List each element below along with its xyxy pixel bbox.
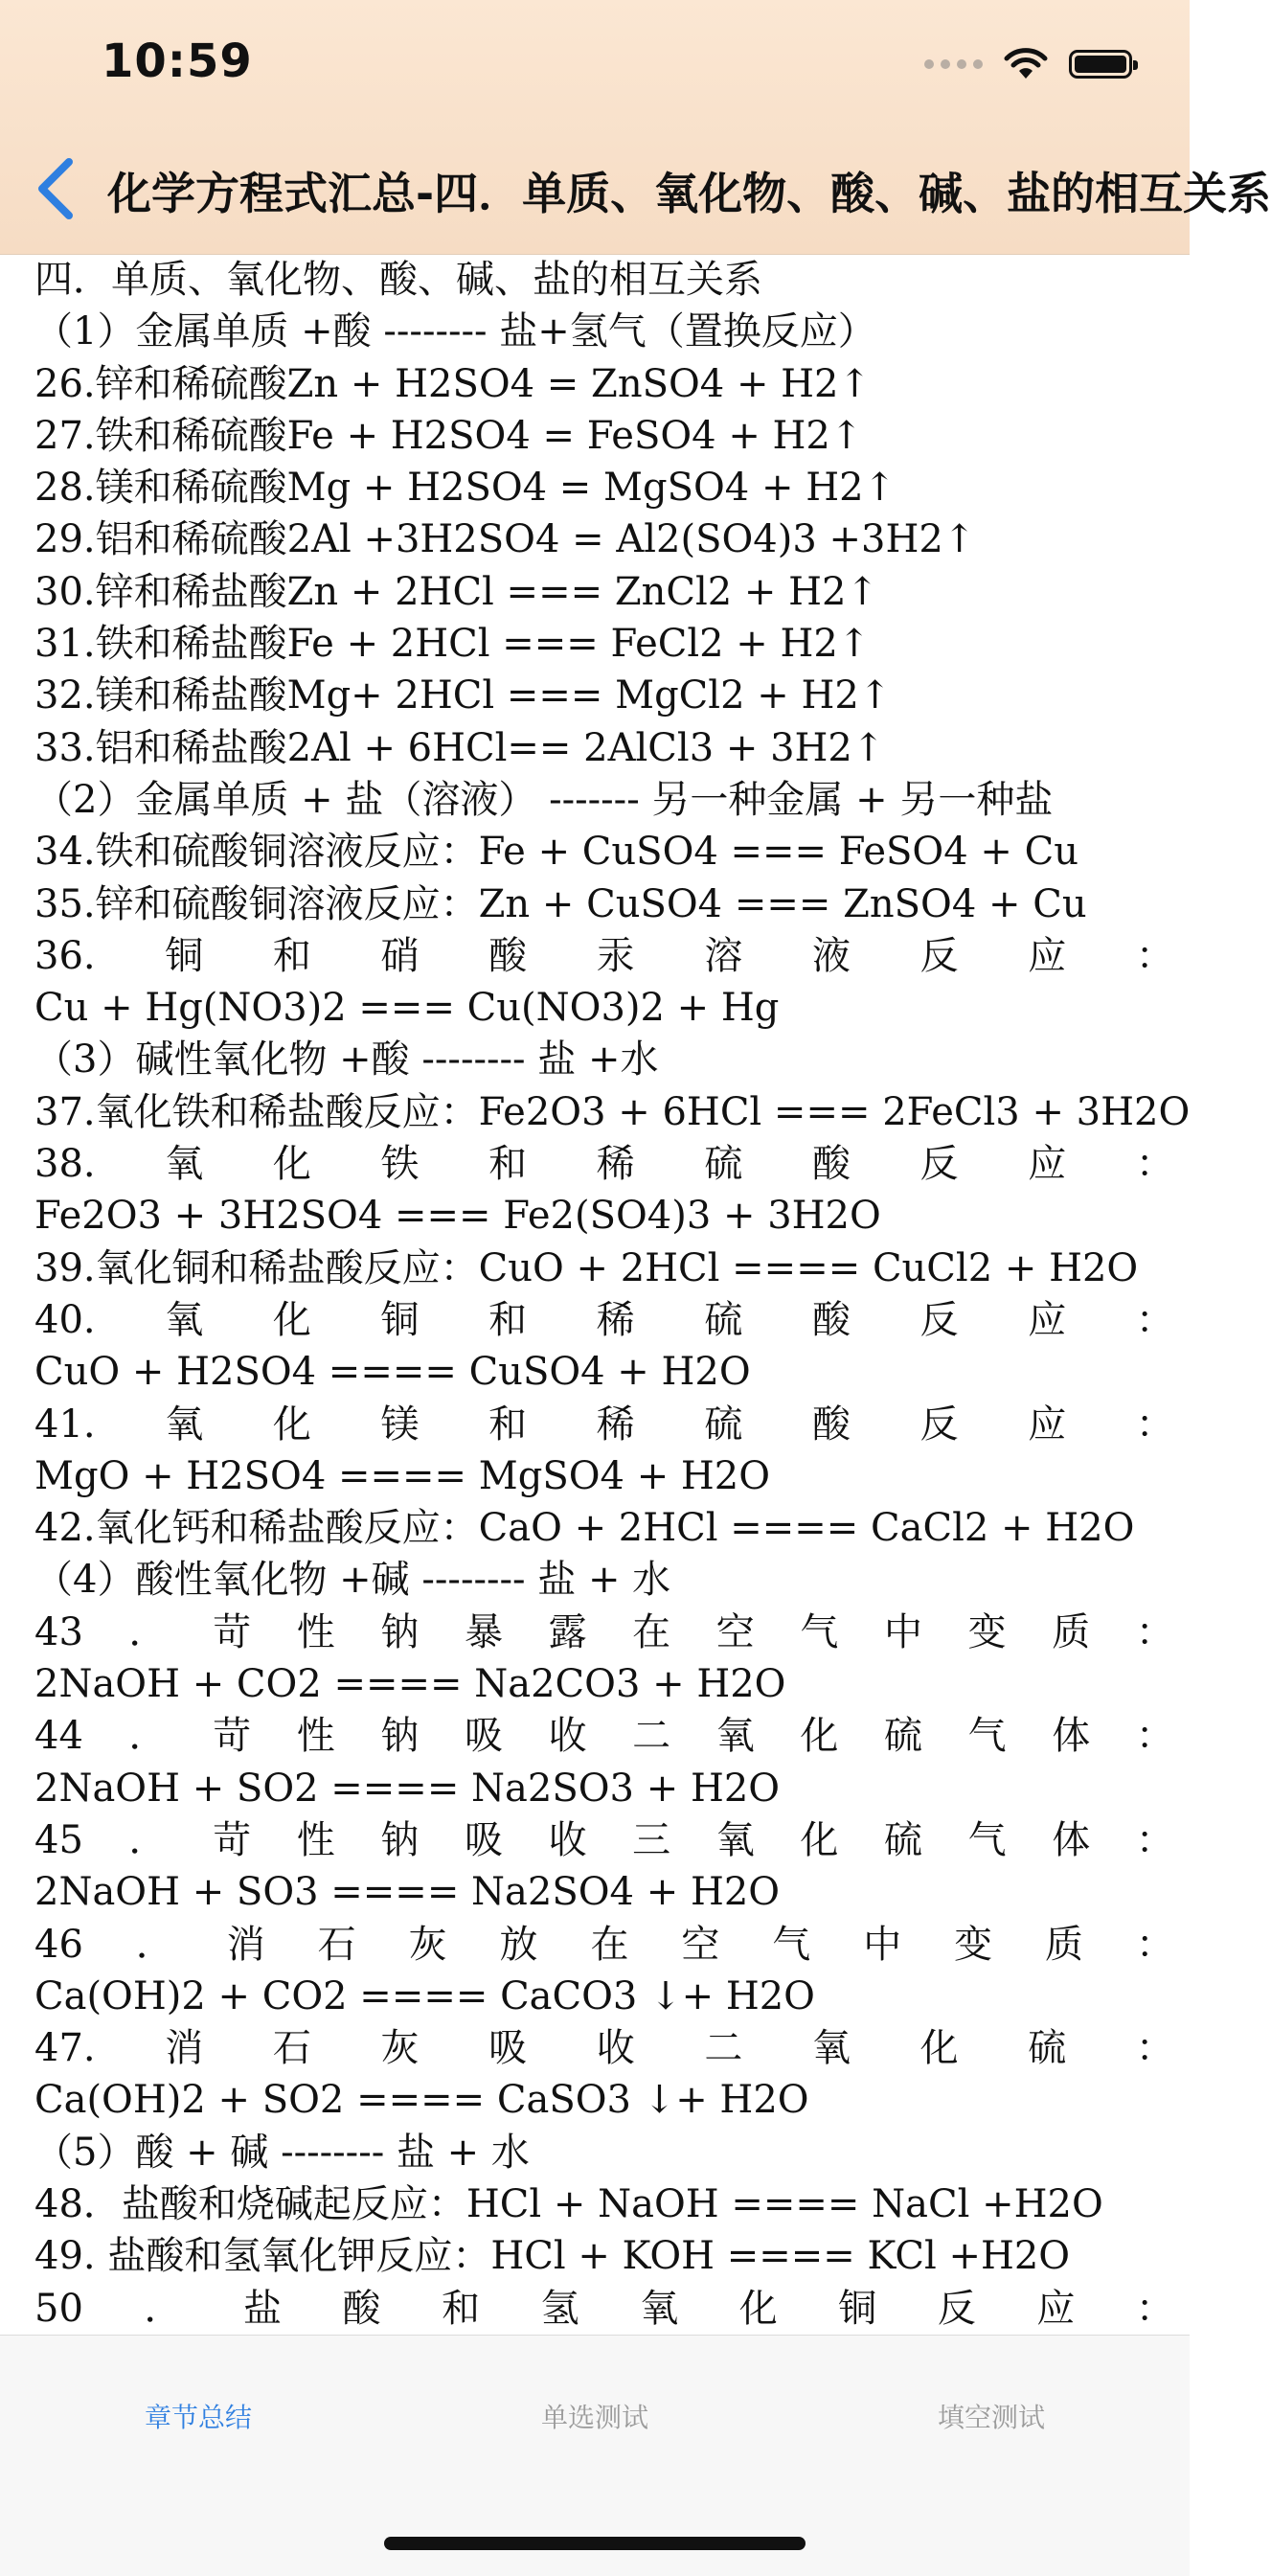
justified-char: 中 — [884, 1609, 922, 1654]
justified-char: 铜 — [380, 1297, 420, 1342]
justified-char: 应 — [1028, 1142, 1067, 1187]
justified-char: 收 — [548, 1817, 587, 1862]
equation-line: CuO + H2SO4 ==== CuSO4 + H2O — [34, 1350, 751, 1395]
justified-line — [34, 1607, 1174, 1658]
equation-line: MgO + H2SO4 ==== MgSO4 + H2O — [34, 1453, 771, 1498]
subsection-heading: （1）金属单质 +酸 -------- 盐+氢气（置换反应） — [34, 309, 876, 354]
justified-char: 稀 — [596, 1402, 635, 1447]
justified-char: ： — [1135, 1142, 1174, 1187]
justified-char: 酸 — [812, 1402, 851, 1447]
justified-char: 硫 — [1028, 2026, 1067, 2071]
equation-line: 39.氧化铜和稀盐酸反应：CuO + 2HCl ==== CuCl2 + H2O — [34, 1245, 1139, 1290]
page-title: 化学方程式汇总-四．单质、氧化物、酸、碱、盐的相互关系 — [107, 168, 1271, 219]
justified-char: 46 — [34, 1922, 83, 1967]
justified-char: 44 — [34, 1714, 83, 1759]
equation-line: 33.铝和稀盐酸2Al + 6HCl== 2AlCl3 + 3H2↑ — [34, 725, 885, 770]
justified-char: 质 — [1052, 1609, 1091, 1654]
subsection-heading: （5）酸 + 碱 -------- 盐 + 水 — [34, 2130, 530, 2175]
justified-char: 苛 — [213, 1714, 252, 1759]
justified-char: 47. — [34, 2026, 96, 2071]
justified-char: ． — [144, 2286, 183, 2331]
equation-line: 48．盐酸和烧碱起反应：HCl + NaOH ==== NaCl +H2O — [34, 2181, 1103, 2226]
navigation-header — [0, 0, 1271, 255]
equation-line: 2NaOH + SO2 ==== Na2SO3 + H2O — [34, 1766, 781, 1811]
justified-char: 气 — [967, 1714, 1007, 1759]
justified-char: 性 — [296, 1714, 335, 1759]
tab-single-choice-test[interactable]: 单选测试 — [540, 2402, 648, 2433]
justified-char: 性 — [296, 1817, 335, 1862]
equation-line: 26.锌和稀硫酸Zn + H2SO4 = ZnSO4 + H2↑ — [34, 361, 872, 406]
justified-char: 反 — [937, 2286, 976, 2331]
justified-char: 苛 — [213, 1609, 252, 1654]
chapter-content[interactable] — [34, 254, 1191, 2333]
justified-char: 硫 — [704, 1402, 743, 1447]
justified-char: 和 — [272, 933, 311, 978]
home-indicator — [384, 2537, 806, 2550]
justified-char: 稀 — [596, 1297, 635, 1342]
justified-char: 应 — [1028, 1297, 1067, 1342]
justified-char: 化 — [272, 1142, 311, 1187]
justified-char: 铜 — [838, 2286, 877, 2331]
justified-line — [34, 2022, 1174, 2074]
justified-char: ． — [135, 1922, 174, 1967]
justified-char: ： — [1135, 1609, 1174, 1654]
signal-icon — [924, 59, 983, 69]
justified-char: 和 — [442, 2286, 481, 2331]
justified-line — [34, 1710, 1174, 1762]
justified-char: 稀 — [596, 1142, 635, 1187]
justified-char: 在 — [590, 1922, 629, 1967]
justified-char: 中 — [863, 1922, 902, 1967]
equation-line: 2NaOH + SO3 ==== Na2SO4 + H2O — [34, 1870, 781, 1915]
justified-char: 吸 — [464, 1817, 503, 1862]
justified-char: ： — [1135, 1817, 1174, 1862]
justified-char: 酸 — [488, 933, 528, 978]
justified-char: ： — [1135, 933, 1174, 978]
equation-line: 30.锌和稀盐酸Zn + 2HCl === ZnCl2 + H2↑ — [34, 569, 879, 614]
justified-line — [34, 930, 1174, 982]
justified-char: 化 — [919, 2026, 959, 2071]
justified-char: 氢 — [540, 2286, 579, 2331]
justified-char: 45 — [34, 1817, 83, 1862]
justified-char: 钠 — [380, 1817, 420, 1862]
justified-char: 反 — [919, 933, 959, 978]
justified-char: 灰 — [408, 1922, 447, 1967]
justified-char: ． — [128, 1714, 168, 1759]
justified-char: 盐 — [243, 2286, 282, 2331]
justified-char: 硝 — [380, 933, 420, 978]
justified-char: 36. — [34, 933, 96, 978]
justified-char: 硫 — [704, 1142, 743, 1187]
justified-char: 硫 — [884, 1817, 922, 1862]
justified-char: ． — [128, 1609, 168, 1654]
justified-line — [34, 2283, 1174, 2335]
justified-char: 铁 — [380, 1142, 420, 1187]
justified-char: 气 — [772, 1922, 811, 1967]
justified-char: 铜 — [165, 933, 204, 978]
justified-char: ： — [1135, 1922, 1174, 1967]
justified-char: 和 — [488, 1402, 528, 1447]
justified-char: 液 — [812, 933, 851, 978]
justified-char: 石 — [317, 1922, 356, 1967]
justified-char: 吸 — [464, 1714, 503, 1759]
justified-char: 钠 — [380, 1714, 420, 1759]
justified-char: 氧 — [715, 1714, 755, 1759]
justified-char: 应 — [1028, 933, 1067, 978]
section-heading: 四．单质、氧化物、酸、碱、盐的相互关系 — [34, 258, 762, 302]
justified-char: 变 — [967, 1609, 1007, 1654]
justified-char: 氧 — [640, 2286, 679, 2331]
justified-char: 空 — [681, 1922, 720, 1967]
equation-line: Ca(OH)2 + SO2 ==== CaSO3 ↓+ H2O — [34, 2078, 809, 2123]
justified-char: ： — [1135, 1297, 1174, 1342]
justified-char: 暴 — [464, 1609, 503, 1654]
justified-char: 酸 — [342, 2286, 381, 2331]
battery-icon — [1069, 50, 1132, 79]
justified-char: 38. — [34, 1142, 96, 1187]
justified-line — [34, 1294, 1174, 1346]
tab-fill-blank-test[interactable]: 填空测试 — [937, 2402, 1045, 2433]
equation-line: 2NaOH + CO2 ==== Na2CO3 + H2O — [34, 1662, 786, 1707]
justified-char: 氧 — [715, 1817, 755, 1862]
justified-char: 放 — [499, 1922, 538, 1967]
justified-char: 酸 — [812, 1297, 851, 1342]
status-time: 10:59 — [102, 34, 253, 88]
justified-char: 氧 — [812, 2026, 851, 2071]
justified-line — [34, 1814, 1174, 1866]
justified-char: 氧 — [165, 1297, 204, 1342]
justified-char: 41. — [34, 1402, 96, 1447]
justified-char: 灰 — [380, 2026, 420, 2071]
justified-char: 溶 — [704, 933, 743, 978]
justified-char: 40. — [34, 1297, 96, 1342]
justified-char: 硫 — [884, 1714, 922, 1759]
justified-char: 露 — [548, 1609, 587, 1654]
justified-char: 消 — [226, 1922, 265, 1967]
justified-char: 石 — [272, 2026, 311, 2071]
equation-line: 37.氧化铁和稀盐酸反应：Fe2O3 + 6HCl === 2FeCl3 + 3H2O — [34, 1089, 1191, 1134]
justified-char: ： — [1135, 1714, 1174, 1759]
equation-line: Cu + Hg(NO3)2 === Cu(NO3)2 + Hg — [34, 986, 780, 1031]
justified-line — [34, 1919, 1174, 1971]
justified-char: 反 — [919, 1142, 959, 1187]
equation-line: 29.铝和稀硫酸2Al +3H2SO4 = Al2(SO4)3 +3H2↑ — [34, 517, 976, 562]
justified-char: 化 — [738, 2286, 778, 2331]
justified-char: 50 — [34, 2286, 83, 2331]
justified-char: 应 — [1028, 1402, 1067, 1447]
status-indicators — [924, 40, 1132, 88]
justified-char: 和 — [488, 1142, 528, 1187]
justified-char: 二 — [704, 2026, 743, 2071]
justified-char: 气 — [967, 1817, 1007, 1862]
justified-char: 镁 — [380, 1402, 420, 1447]
justified-char: 反 — [919, 1402, 959, 1447]
justified-char: 消 — [165, 2026, 204, 2071]
justified-char: 氧 — [165, 1142, 204, 1187]
justified-char: 酸 — [812, 1142, 851, 1187]
justified-char: ： — [1135, 1402, 1174, 1447]
equation-line: 42.氧化钙和稀盐酸反应：CaO + 2HCl ==== CaCl2 + H2O — [34, 1506, 1135, 1551]
equation-line: 49. 盐酸和氢氧化钾反应：HCl + KOH ==== KCl +H2O — [34, 2234, 1071, 2279]
justified-char: 质 — [1045, 1922, 1084, 1967]
justified-char: 体 — [1052, 1817, 1091, 1862]
subsection-heading: （2）金属单质 + 盐（溶液） ------- 另一种金属 + 另一种盐 — [34, 777, 1054, 822]
justified-char: 化 — [800, 1714, 839, 1759]
justified-char: 空 — [715, 1609, 755, 1654]
justified-char: 在 — [632, 1609, 671, 1654]
justified-char: 变 — [954, 1922, 993, 1967]
justified-char: 硫 — [704, 1297, 743, 1342]
justified-char: 吸 — [488, 2026, 528, 2071]
justified-char: 化 — [272, 1402, 311, 1447]
justified-char: 汞 — [596, 933, 635, 978]
justified-char: 三 — [632, 1817, 671, 1862]
justified-char: 二 — [632, 1714, 671, 1759]
justified-line — [34, 1138, 1174, 1190]
justified-char: 苛 — [213, 1817, 252, 1862]
equation-line: 32.镁和稀盐酸Mg+ 2HCl === MgCl2 + H2↑ — [34, 673, 892, 718]
equation-line: Ca(OH)2 + CO2 ==== CaCO3 ↓+ H2O — [34, 1973, 815, 2018]
justified-char: 应 — [1036, 2286, 1076, 2331]
justified-char: 氧 — [165, 1402, 204, 1447]
subsection-heading: （4）酸性氧化物 +碱 -------- 盐 + 水 — [34, 1558, 671, 1603]
justified-char: 气 — [800, 1609, 839, 1654]
equation-line: 35.锌和硫酸铜溶液反应：Zn + CuSO4 === ZnSO4 + Cu — [34, 881, 1087, 926]
justified-char: 反 — [919, 1297, 959, 1342]
justified-char: 体 — [1052, 1714, 1091, 1759]
justified-char: 性 — [296, 1609, 335, 1654]
justified-char: 收 — [548, 1714, 587, 1759]
justified-char: 43 — [34, 1609, 83, 1654]
tab-chapter-summary[interactable]: 章节总结 — [144, 2402, 252, 2433]
justified-char: 化 — [272, 1297, 311, 1342]
chevron-left-icon[interactable] — [34, 156, 79, 221]
justified-char: 化 — [800, 1817, 839, 1862]
equation-line: 31.铁和稀盐酸Fe + 2HCl === FeCl2 + H2↑ — [34, 622, 871, 667]
justified-char: ： — [1135, 2286, 1174, 2331]
subsection-heading: （3）碱性氧化物 +酸 -------- 盐 +水 — [34, 1037, 659, 1083]
justified-char: 钠 — [380, 1609, 420, 1654]
justified-char: 和 — [488, 1297, 528, 1342]
justified-char: ： — [1135, 2026, 1174, 2071]
equation-line: 27.铁和稀硫酸Fe + H2SO4 = FeSO4 + H2↑ — [34, 413, 863, 458]
justified-char: ． — [128, 1817, 168, 1862]
justified-line — [34, 1399, 1174, 1450]
equation-line: 34.铁和硫酸铜溶液反应：Fe + CuSO4 === FeSO4 + Cu — [34, 830, 1078, 875]
equation-line: 28.镁和稀硫酸Mg + H2SO4 = MgSO4 + H2↑ — [34, 466, 897, 511]
justified-char: 收 — [596, 2026, 635, 2071]
equation-line: Fe2O3 + 3H2SO4 === Fe2(SO4)3 + 3H2O — [34, 1194, 881, 1239]
wifi-icon — [1004, 48, 1048, 80]
